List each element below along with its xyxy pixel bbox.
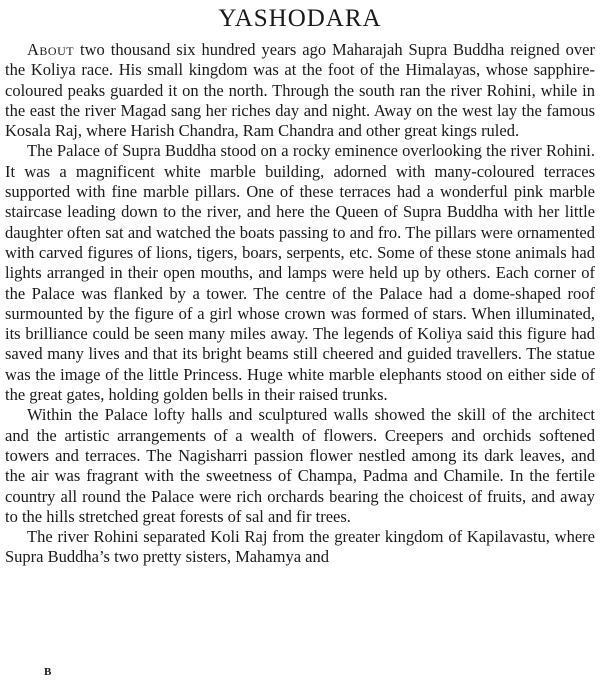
paragraph-2: The Palace of Supra Buddha stood on a rocky eminence overlooking the river Rohini. It was a magnificent white marble building, adorned with many-coloured terraces supported with fine marble pillars. One of these terraces had a wonderful pink marble staircase leading down to the river, and here the Queen of Supra Buddha with her little daughter often sat and watched the boats passing to and fro. The pillars were ornamented with carved figures of lions, tigers, boars, serpents, etc. Some of these stone animals had lights arranged in their open mouths, and lamps were held up by others. Each corner of the Palace was flanked by a tower. The centre of the Palace had a dome-shaped roof surmounted by the figure of a girl whose crown was formed of stars. When illuminated, its brilliance could be seen many miles away. The legends of Koliya said this figure had saved many lives and that its bright beams still cheered and guided travellers. The statue was the image of the little Princess. Huge white marble elephants stood on either side of the great gates, holding golden bells in their raised trunks. xyxy=(5,141,595,405)
opening-word: About xyxy=(27,40,75,59)
body-text xyxy=(5,40,595,568)
paragraph-4: The river Rohini separated Koli Raj from the greater kingdom of Kapilavastu, where Supra Buddha’s two pretty sisters, Mahamya and xyxy=(5,527,595,567)
signature-mark: B xyxy=(44,666,52,678)
paragraph-1 xyxy=(5,40,595,141)
paragraph-3: Within the Palace lofty halls and sculptured walls showed the skill of the architect and the artistic arrangements of a wealth of flowers. Creepers and orchids softened towers and terraces. The Nagisharri passion flower nestled among its dark leaves, and the air was fragrant with the sweetness of Champa, Padma and Chamile. In the fertile country all round the Palace were rich orchards bearing the choicest of fruits, and away to the hills stretched great forests of sal and fir trees. xyxy=(5,405,595,526)
page-title: YASHODARA xyxy=(218,5,382,32)
paragraph-1-text: two thousand six hundred years ago Maharajah Supra Buddha reigned over the Koliya race. His small kingdom was at the foot of the Himalayas, whose sapphire-coloured peaks guarded it on the north. Through the south ran the river Rohini, while in the east the river Magad sang her riches day and night. Away on the west lay the famous Kosala Raj, where Harish Chandra, Ram Chandra and other great kings ruled. xyxy=(5,40,595,141)
